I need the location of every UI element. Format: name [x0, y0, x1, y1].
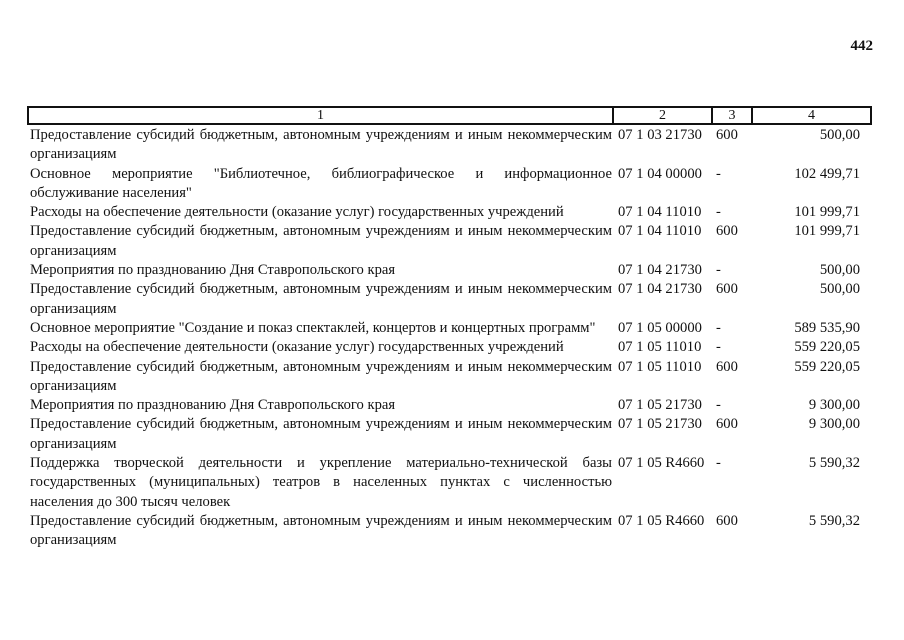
row-name: Предоставление субсидий бюджетным, автономным учреждениям и иным некоммерческим организациям	[30, 127, 612, 163]
row-amount: 9 300,00	[808, 416, 860, 433]
row-code: 07 1 05 11010	[618, 358, 702, 375]
table-row	[30, 512, 870, 551]
row-code: 07 1 04 00000	[618, 165, 702, 182]
row-name: Предоставление субсидий бюджетным, автономным учреждениям и иным некоммерческим организациям	[30, 416, 612, 452]
table-row	[30, 203, 870, 222]
row-type: -	[716, 397, 721, 414]
table-row	[30, 358, 870, 397]
row-name: Предоставление субсидий бюджетным, автономным учреждениям и иным некоммерческим организациям	[30, 358, 612, 394]
row-name: Мероприятия по празднованию Дня Ставропольского края	[30, 262, 396, 279]
row-name: Поддержка творческой деятельности и укрепление материально-технической базы государственных (муниципальных) театров в населенных пунктах с численностью населения до 300 тысяч человек	[30, 455, 612, 510]
row-amount: 102 499,71	[794, 165, 860, 182]
row-type: -	[716, 165, 721, 182]
row-amount: 9 300,00	[808, 397, 860, 414]
row-type: -	[716, 455, 721, 472]
row-code: 07 1 03 21730	[618, 127, 702, 143]
row-amount: 5 590,32	[808, 512, 860, 529]
row-code: 07 1 05 21730	[618, 397, 702, 414]
row-name: Предоставление субсидий бюджетным, автономным учреждениям и иным некоммерческим организациям	[30, 512, 612, 549]
row-type: 600	[716, 281, 738, 298]
row-code: 07 1 04 21730	[618, 281, 702, 298]
row-code: 07 1 05 11010	[618, 339, 702, 356]
row-amount: 589 535,90	[794, 319, 860, 336]
row-name: Расходы на обеспечение деятельности (оказание услуг) государственных учреждений	[30, 339, 564, 356]
table-body	[30, 126, 870, 551]
table-row	[30, 165, 870, 204]
row-amount: 559 220,05	[794, 358, 860, 375]
row-name: Предоставление субсидий бюджетным, автономным учреждениям и иным некоммерческим организациям	[30, 223, 612, 259]
row-type: 600	[716, 416, 738, 433]
row-code: 07 1 05 R4660	[618, 455, 705, 472]
row-amount: 559 220,05	[794, 339, 860, 356]
row-code: 07 1 04 11010	[618, 223, 702, 240]
table-row	[30, 280, 870, 319]
row-amount: 500,00	[819, 262, 860, 279]
row-code: 07 1 05 R4660	[618, 512, 705, 529]
row-type: 600	[716, 127, 738, 143]
row-type: 600	[716, 358, 738, 375]
table-row	[30, 126, 870, 165]
header-col-3: 3	[713, 108, 753, 123]
row-type: -	[716, 262, 721, 279]
row-type: 600	[716, 223, 738, 240]
row-name: Мероприятия по празднованию Дня Ставропольского края	[30, 397, 396, 414]
row-amount: 101 999,71	[794, 223, 860, 240]
table-row	[30, 319, 870, 338]
table-row	[30, 396, 870, 415]
row-type: -	[716, 319, 721, 336]
table-row	[30, 261, 870, 280]
header-col-1: 1	[29, 108, 614, 123]
row-type: 600	[716, 512, 738, 529]
header-col-2: 2	[614, 108, 713, 123]
row-amount: 500,00	[819, 281, 860, 298]
row-code: 07 1 05 21730	[618, 416, 702, 433]
table-row	[30, 222, 870, 261]
page-number: 442	[850, 38, 873, 54]
table-row	[30, 338, 870, 357]
row-type: -	[716, 204, 721, 221]
table-row	[30, 454, 870, 512]
row-type: -	[716, 339, 721, 356]
table-header	[27, 106, 872, 125]
header-col-4: 4	[808, 108, 815, 123]
row-name: Основное мероприятие "Создание и показ спектаклей, концертов и концертных программ"	[30, 319, 596, 336]
row-amount: 500,00	[819, 127, 860, 143]
row-code: 07 1 04 21730	[618, 262, 702, 279]
row-code: 07 1 04 11010	[618, 204, 702, 221]
row-amount: 5 590,32	[808, 455, 860, 472]
table-row	[30, 415, 870, 454]
row-name: Расходы на обеспечение деятельности (оказание услуг) государственных учреждений	[30, 204, 564, 221]
row-amount: 101 999,71	[794, 204, 860, 221]
row-name: Основное мероприятие "Библиотечное, библиографическое и информационное обслуживание населения"	[30, 165, 612, 201]
row-name: Предоставление субсидий бюджетным, автономным учреждениям и иным некоммерческим организациям	[30, 281, 612, 317]
row-code: 07 1 05 00000	[618, 319, 702, 336]
